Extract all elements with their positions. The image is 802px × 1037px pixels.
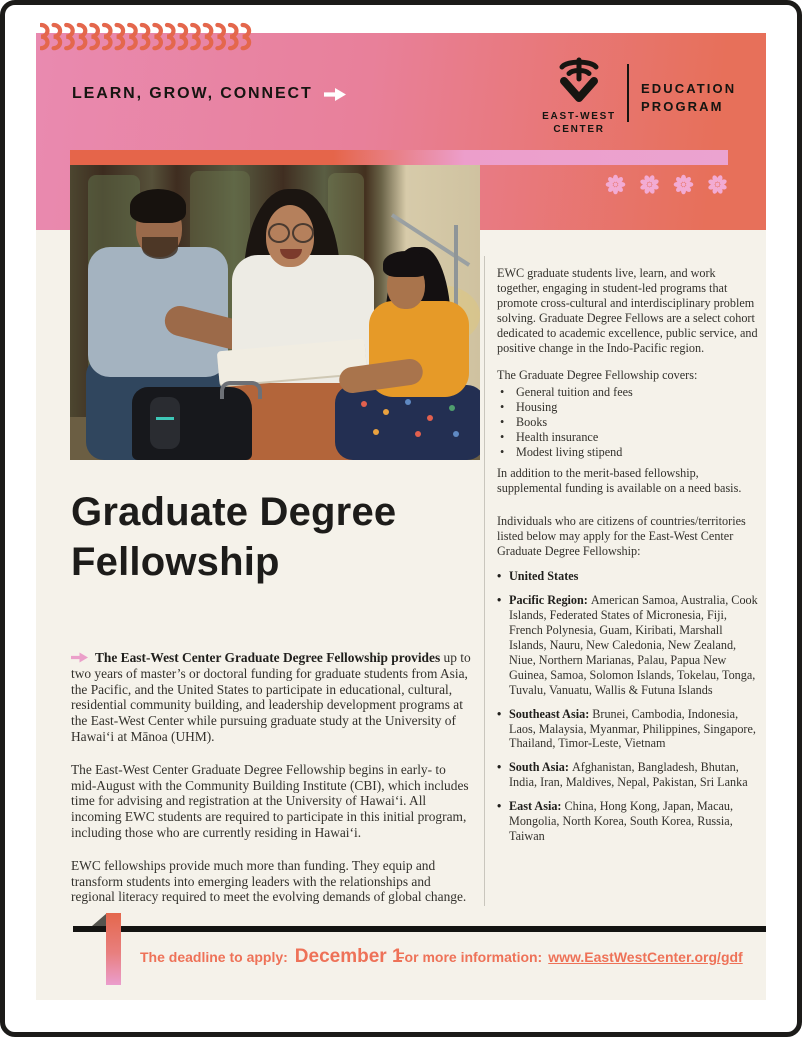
list-item: • General tuition and fees [497,385,758,400]
article-paragraph-2: The East-West Center Graduate Degree Fellowship begins in early- to mid-August with the Community Building Institute (CBI), which includes time for advising and registration at the University of Hawaiʻi. All incoming EWC students are required to participate in this initial program, including those who are currently residing in Hawaiʻi. [71,761,469,840]
column-divider [484,256,485,906]
squiggle-pattern-icon [40,22,264,52]
arrow-right-icon [324,88,346,101]
program-name: EDUCATION PROGRAM [641,81,737,114]
supplemental-note: In addition to the merit-based fellowship, supplemental funding is available on a need basis. [497,465,742,495]
tagline [72,85,346,103]
deadline-value: December 1 [294,946,403,967]
bullet: • [500,400,505,415]
eligibility-intro: Individuals who are citizens of countries/territories listed below may apply for the East-West Center Graduate Degree Fellowship: [497,513,746,558]
region-item: • Pacific Region: American Samoa, Australia, Cook Islands, Federated States of Micronesia, Fiji, French Polynesia, Guam, Kiribati, Marshall Islands, Nauru, New Caledonia, New Zealand, Niue, Northern Marianas, Palau, Papua New Guinea, Samoa, Solomon Islands, Tokelau, Tonga, Tuvalu, Vanuatu, Wallis & Futuna Islands [497,593,758,697]
list-item: • Books [497,415,758,430]
flower-icon [605,174,626,195]
bullet: • [500,415,505,430]
footer-flag-icon [92,913,107,926]
bullet: • [497,799,502,814]
sidebar [497,266,758,853]
article-paragraph-1: The East-West Center Graduate Degree Fellowship provides up to two years of master’s or doctoral funding for graduate students from Asia, the Pacific, and the United States to participate in educational, cultural, residential community building, and leadership development programs at the East-West Center while pursuing graduate study at the University of Hawaiʻi at Mānoa (UHM). [71,650,471,744]
photo-person-right [325,245,480,460]
photo-students [70,165,480,460]
footer-rule [73,926,766,932]
bullet: • [497,706,502,721]
flower-row [605,174,728,195]
more-info-label: For more information: [396,949,543,965]
bullet: • [497,593,502,608]
bullet: • [497,569,502,584]
bullet: • [497,760,502,775]
logo-divider [627,64,629,122]
article-body [71,650,473,922]
region-item: • United States [497,569,579,584]
east-west-center-logo [523,56,635,136]
article-paragraph-3: EWC fellowships provide much more than funding. They equip and transform students into emerging leaders with the relationships and regional literacy required to meet the evolving demands of global change. [71,857,467,905]
list-item: • Housing [497,400,758,415]
footer-accent-bar [106,913,121,985]
deadline-label: The deadline to apply: [140,949,288,965]
flower-icon [673,174,694,195]
flower-icon [707,174,728,195]
ewc-logo-icon [553,56,605,102]
bullet: • [500,444,505,459]
accent-bar [70,150,728,165]
page-title: Graduate Degree Fellowship [71,490,397,584]
covers-list [497,385,758,460]
info-link[interactable]: www.EastWestCenter.org/gdf [548,949,743,965]
region-item: • Southeast Asia: Brunei, Cambodia, Indonesia, Laos, Malaysia, Myanmar, Philippines, Singapore, Thailand, Timor-Leste, Vietnam [497,706,756,751]
covers-heading: The Graduate Degree Fellowship covers: [497,368,698,383]
bullet: • [500,430,505,445]
list-item: • Modest living stipend [497,445,758,460]
list-item: • Health insurance [497,430,758,445]
article-lead-bold: The East-West Center Graduate Degree Fellowship provides [95,650,441,665]
sidebar-paragraph-1: EWC graduate students live, learn, and work together, engaging in student-led programs that promote cross-cultural and interdisciplinary problem solving. Graduate Degree Fellows are a select cohort dedicated to academic excellence, public service, and positive change in the Indo-Pacific region. [497,266,758,355]
deadline [140,946,403,968]
more-info [396,949,743,965]
region-item: • South Asia: Afghanistan, Bangladesh, Bhutan, India, Iran, Maldives, Nepal, Pakistan, Sri Lanka [497,760,748,790]
flower-icon [639,174,660,195]
bullet: • [500,385,505,400]
region-item: • East Asia: China, Hong Kong, Japan, Macau, Mongolia, North Korea, South Korea, Russia, Taiwan [497,799,734,843]
tagline-text: LEARN, GROW, CONNECT [72,85,313,102]
logo-org-name: EAST-WEST CENTER [542,111,616,135]
arrow-right-icon [71,652,88,663]
